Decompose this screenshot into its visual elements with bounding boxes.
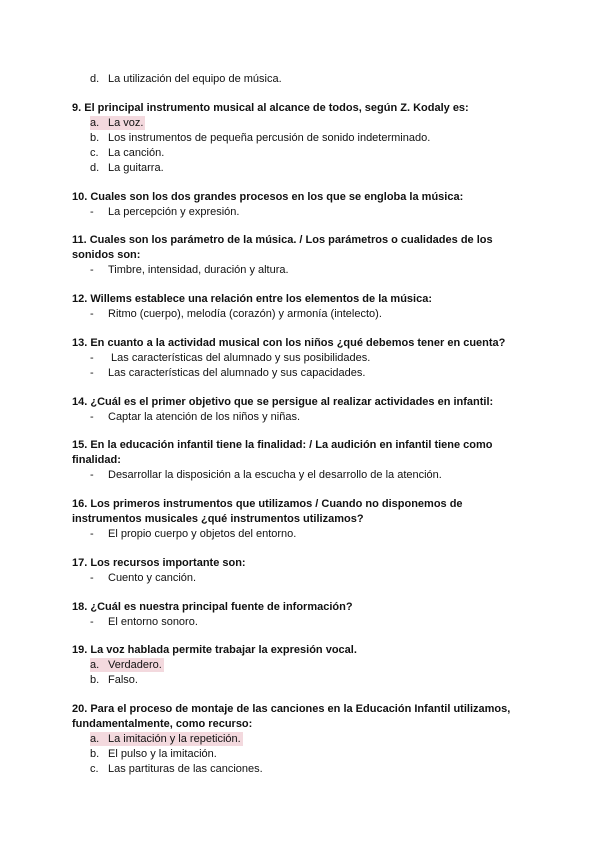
option-text: El entorno sonoro.: [108, 616, 198, 628]
option-text: Desarrollar la disposición a la escucha y el desarrollo de la atención.: [108, 469, 442, 481]
option-q9-b: [90, 131, 430, 145]
option-marker: d.: [90, 73, 100, 85]
option-text: La canción.: [108, 147, 165, 159]
option-q9-a-highlighted: [90, 116, 145, 130]
question-19: 19. La voz hablada permite trabajar la expresión vocal.: [72, 644, 357, 656]
question-18: 18. ¿Cuál es nuestra principal fuente de información?: [72, 601, 353, 613]
option-q20-c: [90, 762, 263, 776]
option-marker: -: [90, 308, 94, 320]
option-text: La percepción y expresión.: [108, 206, 240, 218]
option-marker: a.: [90, 117, 100, 129]
option-text: Las características del alumnado y sus posibilidades.: [108, 352, 371, 364]
option-marker: -: [90, 469, 94, 481]
option-q19-b: [90, 673, 138, 687]
option-q12-1: [90, 307, 382, 321]
option-marker: -: [90, 572, 94, 584]
option-marker: -: [90, 528, 94, 540]
option-marker: c.: [90, 763, 99, 775]
option-text: Captar la atención de los niños y niñas.: [108, 411, 301, 423]
question-11: 11. Cuales son los parámetro de la música. / Los parámetros o cualidades de los sonidos son:: [72, 234, 493, 261]
option-marker: b.: [90, 674, 100, 686]
option-text: Timbre, intensidad, duración y altura.: [108, 264, 289, 276]
option-text: La guitarra.: [108, 162, 164, 174]
option-text: Las partituras de las canciones.: [108, 763, 263, 775]
option-text: Falso.: [108, 674, 138, 686]
option-q9-d: [90, 161, 164, 175]
option-q19-a-highlighted: [90, 658, 164, 672]
option-q14-1: [90, 410, 300, 424]
option-text: Cuento y canción.: [108, 572, 197, 584]
option-text: El propio cuerpo y objetos del entorno.: [108, 528, 297, 540]
option-text: La voz.: [108, 117, 144, 129]
option-top-d: [90, 72, 282, 86]
option-q16-1: [90, 527, 296, 541]
option-text: La imitación y la repetición.: [108, 733, 241, 745]
option-q9-c: [90, 146, 164, 160]
option-q13-2: [90, 366, 365, 380]
option-q11-1: [90, 263, 289, 277]
question-9: 9. El principal instrumento musical al alcance de todos, según Z. Kodaly es:: [72, 102, 469, 114]
option-text: Ritmo (cuerpo), melodía (corazón) y armonía (intelecto).: [108, 308, 382, 320]
option-marker: d.: [90, 162, 100, 174]
option-marker: b.: [90, 132, 100, 144]
option-marker: -: [90, 616, 94, 628]
option-q15-1: [90, 468, 442, 482]
question-14: 14. ¿Cuál es el primer objetivo que se persigue al realizar actividades en infantil:: [72, 396, 494, 408]
option-marker: a.: [90, 659, 100, 671]
question-15: 15. En la educación infantil tiene la finalidad: / La audición en infantil tiene como finalidad:: [72, 439, 493, 466]
option-marker: c.: [90, 147, 99, 159]
option-marker: -: [90, 206, 94, 218]
option-q20-a-highlighted: [90, 732, 243, 746]
option-marker: -: [90, 264, 94, 276]
question-17: 17. Los recursos importante son:: [72, 557, 246, 569]
question-16: 16. Los primeros instrumentos que utilizamos / Cuando no disponemos de instrumentos musicales ¿qué instrumentos utilizamos?: [72, 498, 463, 525]
option-text: Verdadero.: [108, 659, 162, 671]
option-text: La utilización del equipo de música.: [108, 73, 282, 85]
option-text: Los instrumentos de pequeña percusión de sonido indeterminado.: [108, 132, 431, 144]
option-q17-1: [90, 571, 196, 585]
option-marker: -: [90, 367, 94, 379]
question-10: 10. Cuales son los dos grandes procesos en los que se engloba la música:: [72, 191, 464, 203]
option-q10-1: [90, 205, 239, 219]
option-marker: b.: [90, 748, 100, 760]
option-marker: a.: [90, 733, 100, 745]
option-text: Las características del alumnado y sus capacidades.: [108, 367, 366, 379]
option-text: El pulso y la imitación.: [108, 748, 217, 760]
option-q18-1: [90, 615, 198, 629]
question-20: 20. Para el proceso de montaje de las canciones en la Educación Infantil utilizamos, fundamentalmente, como recurso:: [72, 703, 511, 730]
question-13: 13. En cuanto a la actividad musical con los niños ¿qué debemos tener en cuenta?: [72, 337, 506, 349]
question-12: 12. Willems establece una relación entre los elementos de la música:: [72, 293, 432, 305]
option-q20-b: [90, 747, 217, 761]
option-marker: -: [90, 411, 94, 423]
option-marker: -: [90, 352, 94, 364]
option-q13-1: [90, 351, 370, 365]
